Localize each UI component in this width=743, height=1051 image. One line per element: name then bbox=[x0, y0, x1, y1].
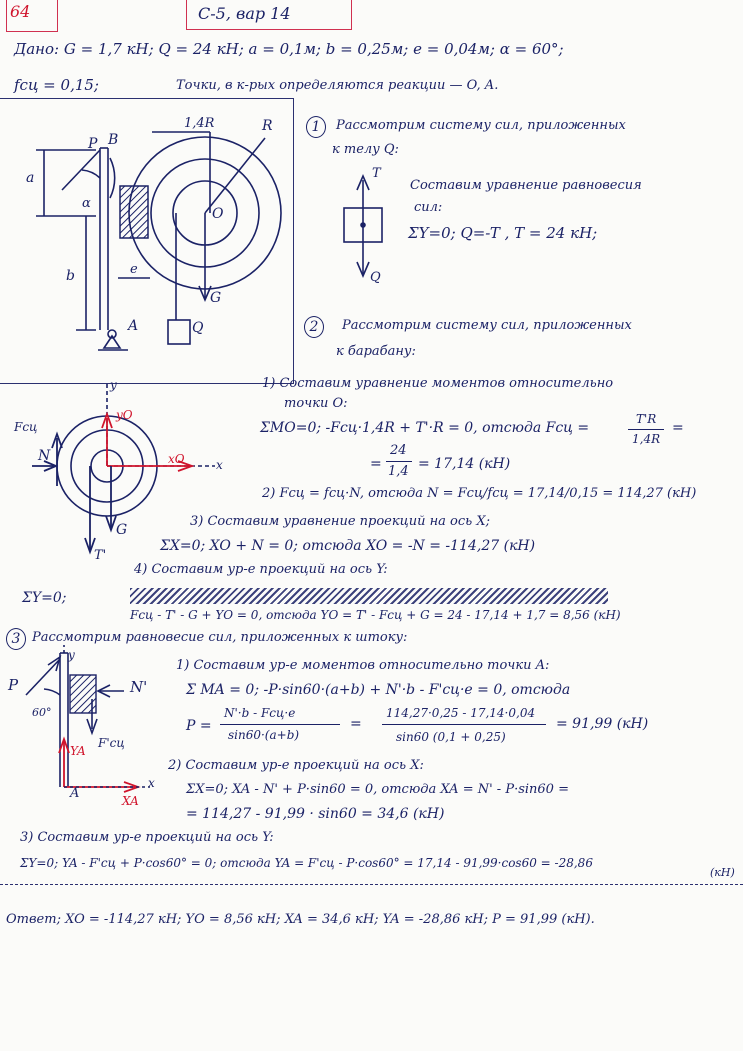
rod-diagram bbox=[0, 645, 170, 815]
given-line-1: Дано: G = 1,7 кН; Q = 24 кН; a = 0,1м; b = 0,25м; e = 0,04м; α = 60°; bbox=[14, 40, 564, 58]
divider bbox=[0, 884, 743, 886]
fig2-label-x: x bbox=[216, 458, 223, 472]
fig1-label-B: B bbox=[108, 132, 119, 148]
fig2-label-yO: yO bbox=[116, 408, 133, 422]
step2-s4-title: 4) Составим ур-е проекций на ось Y: bbox=[134, 562, 388, 577]
step2-s4-eq-b: Fсц - T' - G + YO = 0, отсюда YO = T' - Fсц + G = 24 - 17,14 + 1,7 = 8,56 (кН) bbox=[130, 608, 621, 622]
fraction-bar bbox=[628, 429, 664, 430]
step1-label-T: T bbox=[372, 166, 381, 181]
step2-s1-eq-eq: = bbox=[672, 420, 684, 436]
fig3-label-x: x bbox=[148, 776, 155, 790]
fig3-label-Fp: F'сц bbox=[98, 736, 125, 750]
figure-1-drawing bbox=[0, 98, 295, 383]
step2-s1-res: = 17,14 (кН) bbox=[418, 456, 511, 472]
step1-number: 1 bbox=[306, 116, 326, 138]
fig3-label-A: A bbox=[70, 786, 80, 801]
step2-s1-res-num: 24 bbox=[390, 443, 407, 458]
fig2-label-G: G bbox=[116, 522, 128, 538]
fig2-label-N: N bbox=[38, 448, 51, 464]
fig3-label-y: y bbox=[68, 648, 75, 662]
fraction-bar bbox=[382, 724, 546, 725]
step1-title-1: Рассмотрим систему сил, приложенных bbox=[336, 118, 626, 133]
step1-eq-intro-1: Составим уравнение равновесия bbox=[410, 178, 642, 193]
fig1-label-a: a bbox=[26, 170, 35, 186]
fig3-label-angle: 60° bbox=[32, 706, 52, 719]
fig1-label-alpha: α bbox=[82, 196, 91, 211]
step3-s1-eq: Σ MA = 0; -P·sin60·(a+b) + N'·b - F'сц·e = 0, отсюда bbox=[186, 682, 571, 698]
fig3-label-yA: YA bbox=[70, 744, 86, 758]
fig1-label-P: P bbox=[88, 136, 98, 152]
answer-text: Ответ; XO = -114,27 кН; YO = 8,56 кН; XA = 34,6 кН; YA = -28,86 кН; P = 91,99 (кН). bbox=[6, 912, 595, 927]
fig2-label-Fcs: Fсц bbox=[14, 420, 38, 434]
fig1-label-O: O bbox=[212, 206, 224, 222]
step3-s1-f1-den: sin60·(a+b) bbox=[228, 728, 300, 742]
step2-number: 2 bbox=[304, 316, 324, 338]
step2-s4-eq-a: ΣY=0; bbox=[22, 590, 67, 606]
fig1-label-R: R bbox=[262, 118, 273, 134]
step2-s1-frac-num: T'R bbox=[636, 412, 657, 426]
step2-s1-res-pre: = bbox=[370, 456, 382, 472]
step2-s1-frac-den: 1,4R bbox=[632, 432, 661, 446]
step2-title-2: к барабану: bbox=[336, 344, 416, 359]
step1-label-Q: Q bbox=[370, 270, 381, 285]
fraction-bar bbox=[220, 724, 340, 725]
fig3-label-Np: N' bbox=[130, 678, 148, 696]
step2-s3-eq: ΣX=0; XO + N = 0; отсюда XO = -N = -114,27 (кН) bbox=[160, 538, 536, 554]
step3-s1-f2-den: sin60 (0,1 + 0,25) bbox=[396, 730, 506, 744]
step3-title: Рассмотрим равновесие сил, приложенных к штоку: bbox=[32, 630, 408, 645]
step3-s1-P: P = bbox=[186, 718, 212, 734]
fig3-label-xA: XA bbox=[122, 794, 139, 808]
step3-s1-f2-num: 114,27·0,25 - 17,14·0,04 bbox=[386, 706, 536, 720]
step3-s3-eq: ΣY=0; YA - F'сц + P·cos60° = 0; отсюда YA = F'сц - P·cos60° = 17,14 - 91,99·cos60 = -28,86 bbox=[20, 856, 593, 870]
fig2-label-xO: xO bbox=[168, 452, 185, 466]
step2-s1-title-2: точки O: bbox=[284, 396, 348, 411]
step2-s1-res-den: 1,4 bbox=[388, 464, 409, 479]
page-number: 64 bbox=[10, 2, 31, 21]
fig3-label-P: P bbox=[8, 676, 19, 694]
fig2-label-y: y bbox=[110, 378, 117, 392]
step3-s2-res: = 114,27 - 91,99 · sin60 = 34,6 (кН) bbox=[186, 806, 445, 822]
step3-s1-res: = 91,99 (кН) bbox=[556, 716, 649, 732]
fig1-label-A: A bbox=[128, 318, 139, 334]
fig1-label-Q: Q bbox=[192, 320, 204, 336]
step2-s2: 2) Fсц = fсц·N, отсюда N = Fсц/fсц = 17,14/0,15 = 114,27 (кН) bbox=[262, 486, 697, 501]
crossed-out-text bbox=[130, 588, 608, 604]
step3-s3-title: 3) Составим ур-е проекций на ось Y: bbox=[20, 830, 274, 845]
step2-s3-title: 3) Составим уравнение проекций на ось X; bbox=[190, 514, 490, 529]
step1-title-2: к телу Q: bbox=[332, 142, 399, 157]
step3-s2-title: 2) Составим ур-е проекций на ось X: bbox=[168, 758, 424, 773]
step2-s1-eq: ΣMO=0; -Fсц·1,4R + T'·R = 0, отсюда Fсц = bbox=[260, 420, 590, 436]
variant-title: С-5, вар 14 bbox=[198, 4, 291, 23]
fig1-label-G: G bbox=[210, 290, 222, 306]
given-line-2-note: Точки, в к-рых определяются реакции — O, A. bbox=[176, 78, 499, 93]
fig1-label-e: e bbox=[130, 262, 138, 277]
step1-eq-intro-2: сил: bbox=[414, 200, 443, 215]
step3-s1-title: 1) Составим ур-е моментов относительно точки A: bbox=[176, 658, 550, 673]
step3-s1-eq2: = bbox=[350, 716, 362, 732]
given-line-2: fсц = 0,15; bbox=[14, 76, 99, 94]
step3-s3-unit: (кН) bbox=[710, 866, 735, 879]
fig1-label-b: b bbox=[66, 268, 75, 284]
fig2-label-Tp: T' bbox=[94, 548, 107, 563]
step1-eq: ΣY=0; Q=-T , T = 24 кН; bbox=[408, 224, 598, 242]
step3-number: 3 bbox=[6, 628, 26, 650]
fig1-label-14R: 1,4R bbox=[184, 116, 215, 131]
step2-s1-title-1: 1) Составим уравнение моментов относительно bbox=[262, 376, 614, 391]
step3-s2-eq: ΣX=0; XA - N' + P·sin60 = 0, отсюда XA = N' - P·sin60 = bbox=[186, 782, 569, 797]
step3-s1-f1-num: N'·b - Fсц·e bbox=[224, 706, 296, 720]
body-Q-diagram bbox=[330, 162, 400, 292]
step2-title-1: Рассмотрим систему сил, приложенных bbox=[342, 318, 632, 333]
fraction-bar bbox=[386, 461, 412, 462]
